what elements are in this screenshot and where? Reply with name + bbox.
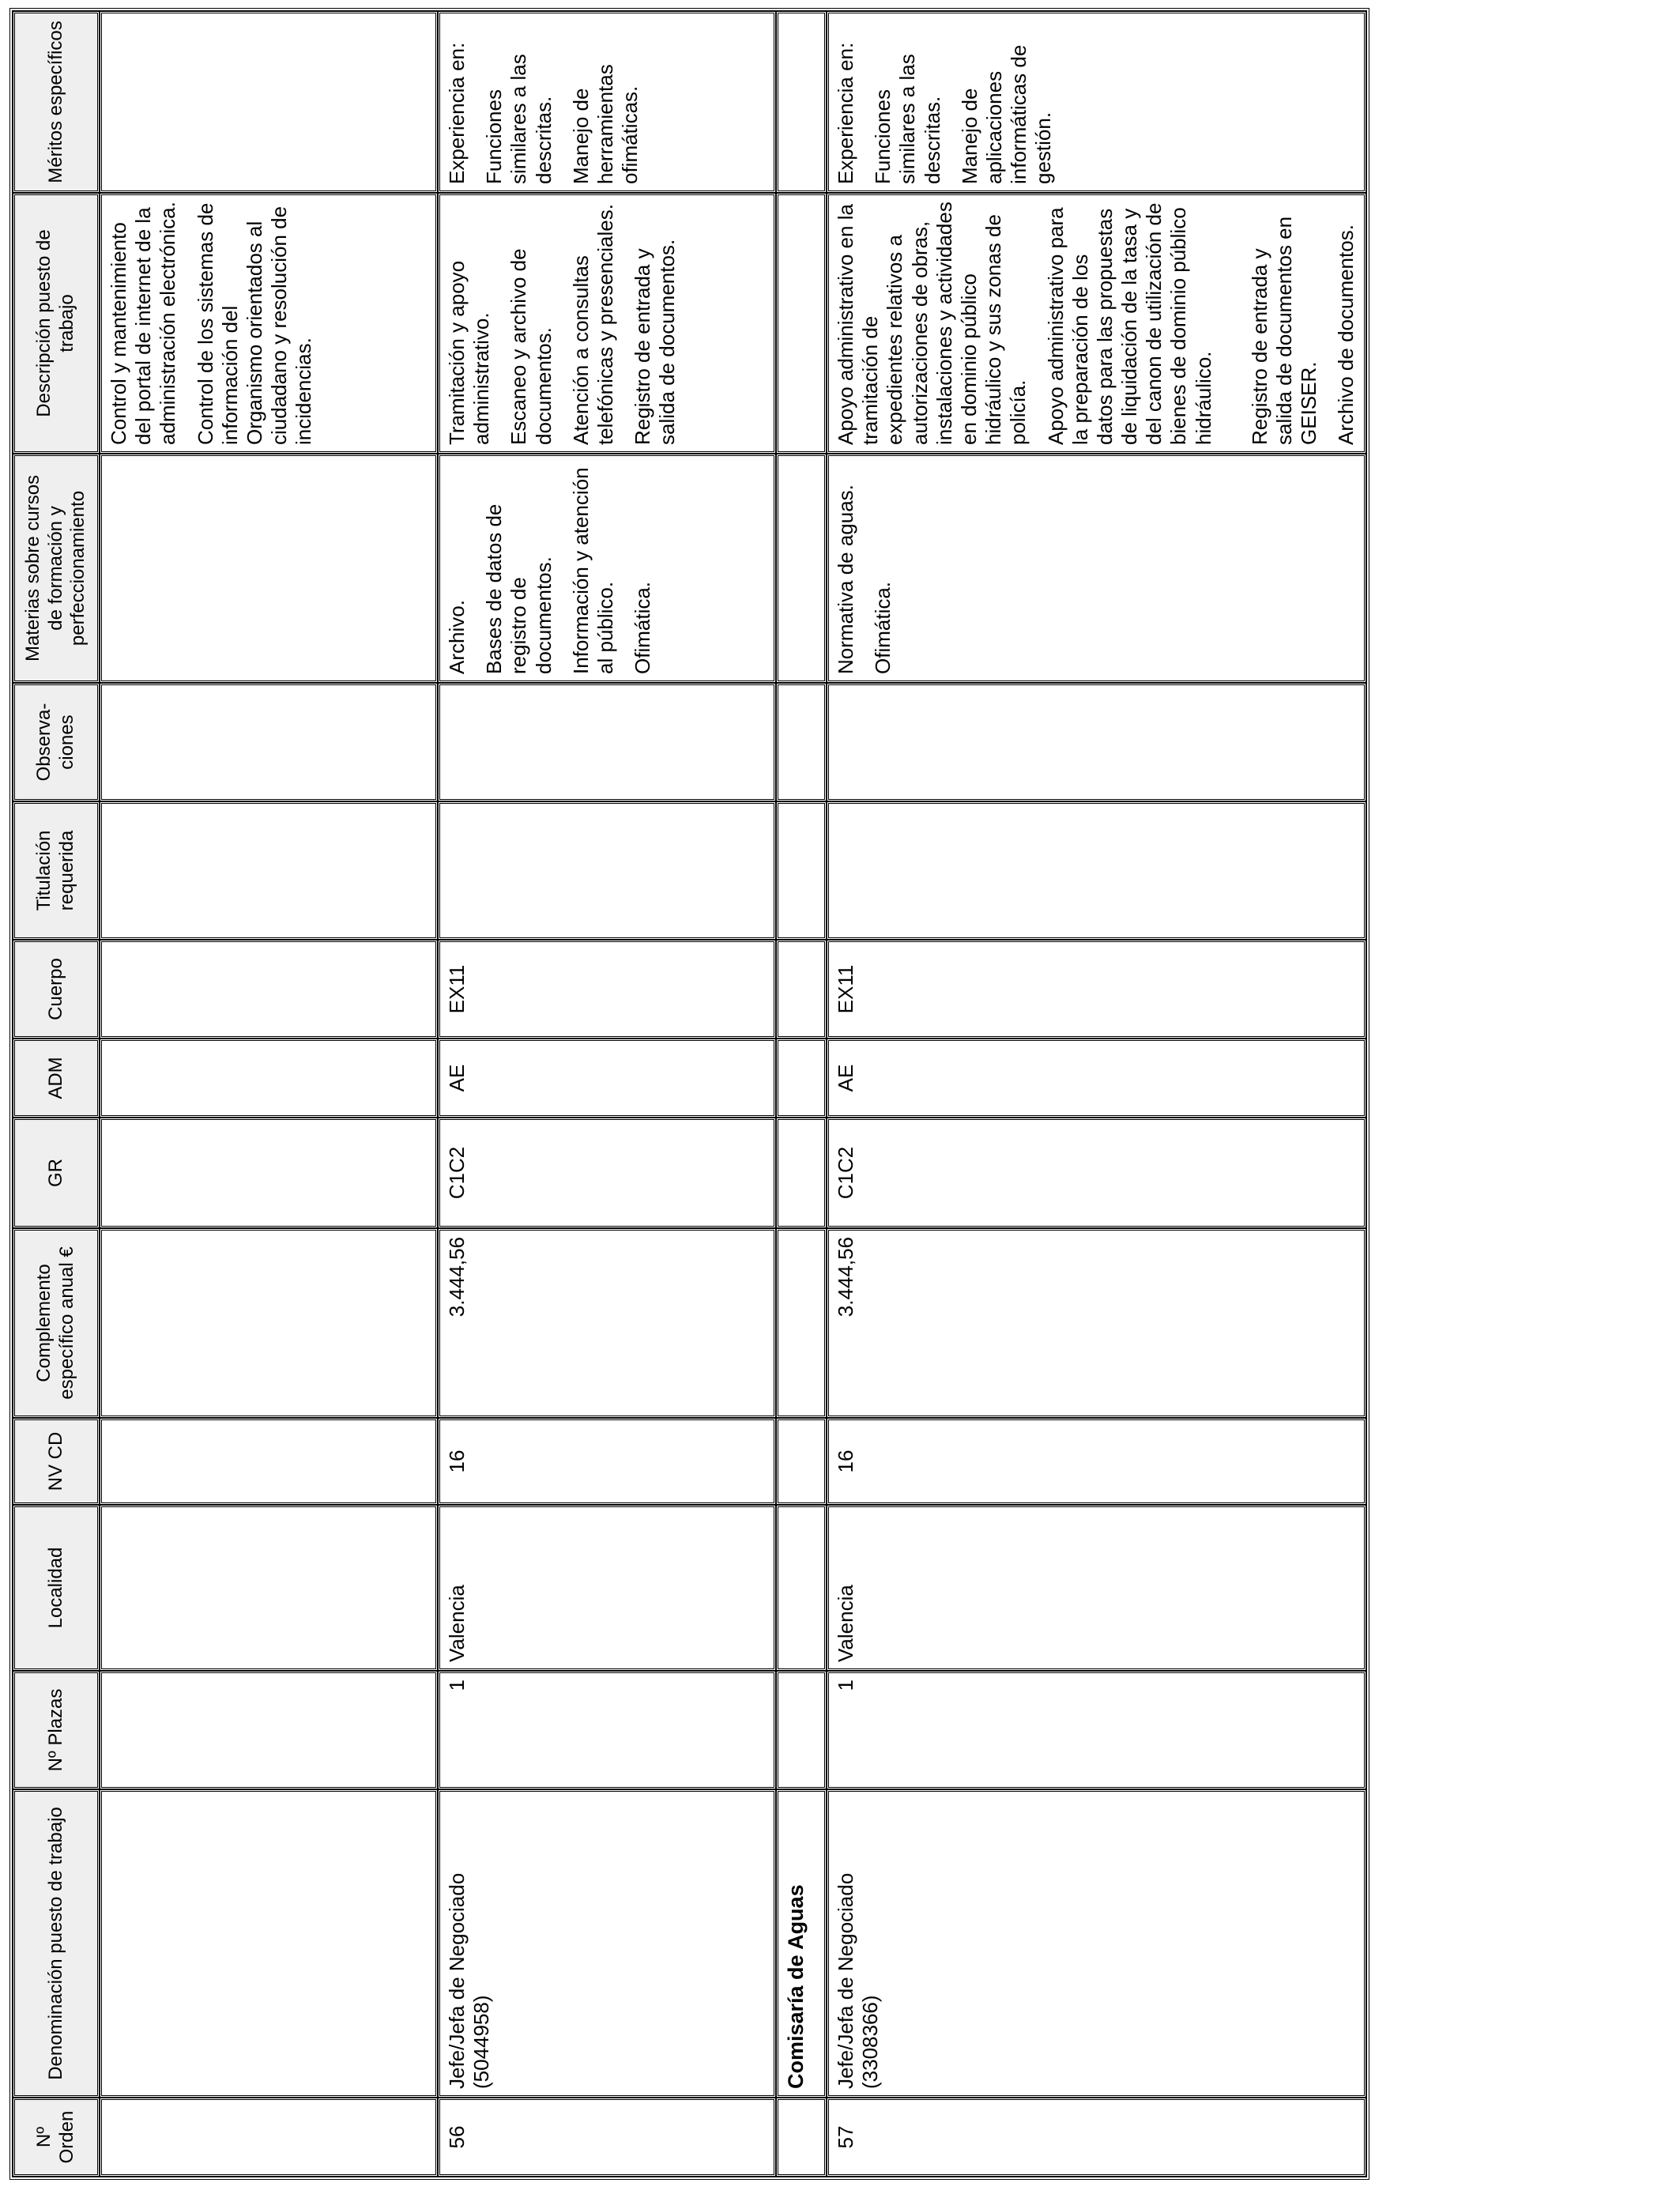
cell (776, 193, 827, 454)
adm-cell: AE (438, 1039, 776, 1118)
meritos-item: Experiencia en: (834, 42, 857, 184)
meritos-item: Experiencia en: (445, 42, 469, 184)
materias-cell (827, 454, 1366, 683)
denominacion-cell: Jefe/Jefa de Negociado (3308366) (827, 1789, 1366, 2098)
cell (100, 11, 438, 193)
cell (100, 2098, 438, 2177)
cell (100, 1505, 438, 1671)
descripcion-item: Apoyo administrativo en la tramitación de expedientes relativos a autorizaciones de obras, instalaciones y actividades en dominio público hidráulico y sus zonas de policía. (834, 202, 1030, 445)
materias-cell (438, 454, 776, 683)
cell (100, 801, 438, 940)
nvcd-cell: 16 (438, 1418, 776, 1505)
header-titulacion: Titulación requerida (13, 801, 100, 940)
descripcion-item: Registro de entrada y salida de documentos en GEISER. (1247, 216, 1321, 445)
nvcd-cell: 16 (827, 1418, 1366, 1505)
descripcion-item: Atención a consultas telefónicas y presenciales. (568, 204, 617, 445)
descripcion-item: Escaneo y archivo de documentos. (507, 248, 556, 445)
cell (776, 801, 827, 940)
localidad-cell: Valencia (827, 1505, 1366, 1671)
table-row (438, 11, 776, 2177)
cell (776, 1039, 827, 1118)
job-positions-table (9, 8, 1369, 2180)
meritos-cell (827, 11, 1366, 193)
cell (776, 1671, 827, 1789)
continuation-descripcion-item: Control de los sistemas de información del Organismo orientados al ciudadano y resolución de incidencias. (193, 202, 316, 445)
gr-cell: C1C2 (827, 1118, 1366, 1228)
continuation-descripcion-cell (100, 193, 438, 454)
descripcion-item: Tramitación y apoyo administrativo. (445, 260, 494, 445)
section-row (776, 11, 827, 2177)
cell (100, 1228, 438, 1418)
cell (100, 1118, 438, 1228)
header-complemento: Complemento específico anual € (13, 1228, 100, 1418)
titulacion-cell (438, 801, 776, 940)
cell (776, 1505, 827, 1671)
titulacion-cell (827, 801, 1366, 940)
descripcion-item: Archivo de documentos. (1334, 224, 1358, 445)
cell (100, 1671, 438, 1789)
cell (100, 1418, 438, 1505)
header-localidad: Localidad (13, 1505, 100, 1671)
materias-item: Archivo. (445, 600, 469, 674)
header-gr: GR (13, 1118, 100, 1228)
header-materias: Materias sobre cursos de formación y perfeccionamiento (13, 454, 100, 683)
observaciones-cell (827, 683, 1366, 801)
materias-item: Normativa de aguas. (834, 484, 857, 674)
header-orden: Nº Orden (13, 2098, 100, 2177)
header-adm: ADM (13, 1039, 100, 1118)
cell (100, 1039, 438, 1118)
observaciones-cell (438, 683, 776, 801)
cell (100, 940, 438, 1039)
cell (100, 454, 438, 683)
cell (776, 2098, 827, 2177)
header-nvcd: NV CD (13, 1418, 100, 1505)
meritos-item: Funciones similares a las descritas. (482, 54, 556, 184)
meritos-item: Manejo de herramientas ofimáticas. (568, 64, 642, 184)
table-row (827, 11, 1366, 2177)
materias-item: Ofimática. (631, 581, 655, 674)
continuation-descripcion-item: Control y mantenimiento del portal de internet de la administración electrónica. (107, 202, 180, 445)
cell (776, 940, 827, 1039)
section-title: Comisaría de Aguas (776, 1789, 827, 2098)
cell (776, 11, 827, 193)
meritos-cell (438, 11, 776, 193)
materias-item: Información y atención al público. (568, 467, 617, 674)
orden-cell: 56 (438, 2098, 776, 2177)
cell (776, 454, 827, 683)
materias-item: Bases de datos de registro de documentos. (482, 503, 556, 674)
meritos-item: Manejo de aplicaciones informáticas de gestión. (957, 44, 1056, 184)
header-observaciones: Observa- ciones (13, 683, 100, 801)
header-row (13, 11, 100, 2177)
cell (776, 1418, 827, 1505)
header-denominacion: Denominación puesto de trabajo (13, 1789, 100, 2098)
plazas-cell: 1 (827, 1671, 1366, 1789)
continuation-row (100, 11, 438, 2177)
cell (776, 683, 827, 801)
plazas-cell: 1 (438, 1671, 776, 1789)
materias-item: Ofimática. (871, 581, 895, 674)
localidad-cell: Valencia (438, 1505, 776, 1671)
descripcion-item: Registro de entrada y salida de documentos. (631, 239, 680, 445)
cell (100, 683, 438, 801)
complemento-cell: 3.444,56 (827, 1228, 1366, 1418)
cell (776, 1228, 827, 1418)
gr-cell: C1C2 (438, 1118, 776, 1228)
header-cuerpo: Cuerpo (13, 940, 100, 1039)
cell (776, 1118, 827, 1228)
denominacion-cell: Jefe/Jefa de Negociado (5044958) (438, 1789, 776, 2098)
header-meritos: Méritos específicos (13, 11, 100, 193)
descripcion-cell (438, 193, 776, 454)
cuerpo-cell: EX11 (827, 940, 1366, 1039)
descripcion-item: Apoyo administrativo para la preparación de los datos para las propuestas de liquidación de la tasa y del canon de utilización de bienes de dominio público hidráulico. (1043, 202, 1215, 445)
header-descripcion: Descripción puesto de trabajo (13, 193, 100, 454)
orden-cell: 57 (827, 2098, 1366, 2177)
descripcion-cell (827, 193, 1366, 454)
meritos-item: Funciones similares a las descritas. (871, 54, 944, 184)
cell (100, 1789, 438, 2098)
complemento-cell: 3.444,56 (438, 1228, 776, 1418)
adm-cell: AE (827, 1039, 1366, 1118)
header-plazas: Nº Plazas (13, 1671, 100, 1789)
cuerpo-cell: EX11 (438, 940, 776, 1039)
